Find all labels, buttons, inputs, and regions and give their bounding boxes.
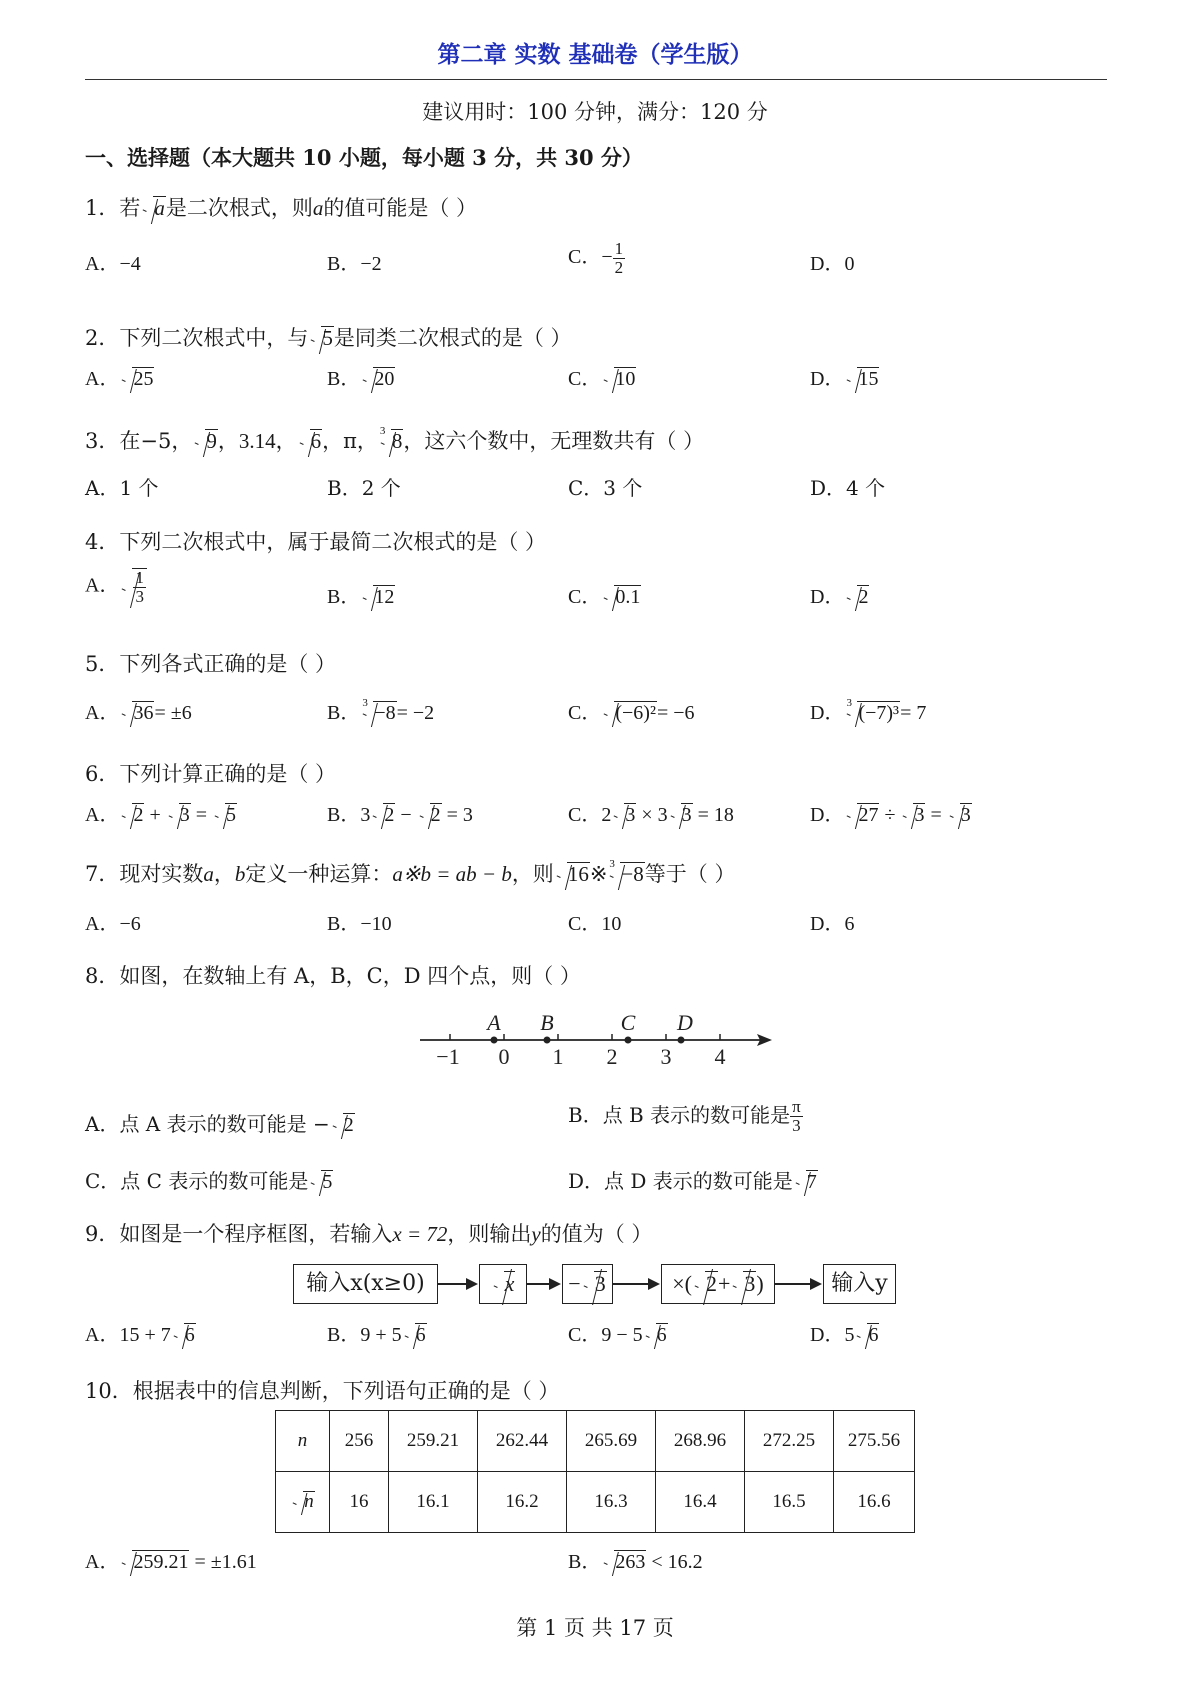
flow-arrow <box>613 1283 658 1285</box>
q5-option-c[interactable]: C． (−6)²= −6 <box>568 702 695 724</box>
q8-option-b[interactable]: B．点 B 表示的数可能是 $\frac{\pi}{3}$ <box>568 1097 801 1135</box>
table-cell: 262.44 <box>478 1411 567 1472</box>
q7-option-b[interactable]: B．−10 <box>327 913 392 935</box>
sqrt-table <box>275 1410 915 1533</box>
table-cell: 256 <box>330 1411 389 1472</box>
q5-option-b[interactable]: B． 3 −8= −2 <box>327 697 435 724</box>
table-cell: 16.3 <box>567 1472 656 1533</box>
question-10-stem: 10．根据表中的信息判断，下列语句正确的是（ ） <box>85 1379 560 1403</box>
question-1-stem: 1．若 a是二次根式，则a的值可能是（ ） <box>85 196 478 220</box>
flow-output-box: 输入y <box>823 1264 896 1304</box>
q1-option-c[interactable]: C．− $\frac{1}{2}$ <box>568 239 624 277</box>
q6-option-d[interactable]: D． 27 ÷ 3 = 3 <box>810 804 971 826</box>
page-title: 第二章 实数 基础卷（学生版） <box>437 41 753 68</box>
question-9-stem: 9．如图是一个程序框图，若输入x = 72，则输出y的值为（ ） <box>85 1222 653 1246</box>
table-cell: 272.25 <box>745 1411 834 1472</box>
question-4-stem: 4．下列二次根式中，属于最简二次根式的是（ ） <box>85 530 547 554</box>
q2-option-c[interactable]: C． 10 <box>568 368 636 390</box>
number-line-figure <box>410 1008 780 1083</box>
q1-option-b[interactable]: B．−2 <box>327 253 382 275</box>
q7-option-a[interactable]: A．−6 <box>85 913 141 935</box>
question-8-stem: 8．如图，在数轴上有 A，B，C，D 四个点，则（ ） <box>85 964 581 988</box>
q9-option-b[interactable]: B．9 + 5 6 <box>327 1324 426 1346</box>
tick-label: 1 <box>552 1044 564 1069</box>
q4-option-d[interactable]: D． 2 <box>810 586 869 608</box>
table-cell: 16.2 <box>478 1472 567 1533</box>
table-cell: 16 <box>330 1472 389 1533</box>
section-heading: 一、选择题（本大题共 10 小题，每小题 3 分，共 30 分） <box>85 145 643 170</box>
q4-option-c[interactable]: C． 0.1 <box>568 586 641 608</box>
table-cell: 16.5 <box>745 1472 834 1533</box>
table-header-cell: n <box>276 1472 330 1533</box>
flow-arrow <box>438 1283 476 1285</box>
q5-option-d[interactable]: D． 3 (−7)³= 7 <box>810 697 927 724</box>
flow-multiply-box: ×( 2+ 3) <box>661 1264 775 1304</box>
q3-option-c[interactable]: C．3 个 <box>568 476 643 500</box>
q2-option-d[interactable]: D． 15 <box>810 368 879 390</box>
table-row <box>276 1411 915 1472</box>
question-6-stem: 6．下列计算正确的是（ ） <box>85 762 337 786</box>
q6-option-c[interactable]: C．2 3 × 3 3 = 18 <box>568 804 734 826</box>
tick-label: −1 <box>436 1044 460 1069</box>
q6-option-b[interactable]: B．3 2 − 2 = 3 <box>327 804 473 826</box>
q8-option-c[interactable]: C．点 C 表示的数可能是 5 <box>85 1169 333 1193</box>
q10-option-b[interactable]: B． 263 < 16.2 <box>568 1551 703 1573</box>
tick-label: 4 <box>714 1044 726 1069</box>
flow-arrow <box>775 1283 820 1285</box>
q2-option-a[interactable]: A． 25 <box>85 368 154 390</box>
q1-option-a[interactable]: A．−4 <box>85 253 141 275</box>
q7-option-c[interactable]: C．10 <box>568 913 622 935</box>
q6-option-a[interactable]: A． 2 + 3 = 5 <box>85 804 237 826</box>
q7-option-d[interactable]: D．6 <box>810 913 855 935</box>
q8-option-a[interactable]: A．点 A 表示的数可能是 − 2 <box>85 1112 354 1136</box>
q10-option-a[interactable]: A． 259.21 = ±1.61 <box>85 1551 257 1573</box>
q3-option-d[interactable]: D．4 个 <box>810 476 886 500</box>
question-7-stem: 7．现对实数a，b定义一种运算：a※b = ab − b，则 16※ 3 −8等于（ ） <box>85 858 736 886</box>
q8-option-d[interactable]: D．点 D 表示的数可能是 7 <box>568 1169 817 1193</box>
point-label: D <box>677 1010 693 1035</box>
q9-option-c[interactable]: C．9 − 5 6 <box>568 1324 667 1346</box>
point-label: C <box>620 1010 636 1035</box>
flow-sqrt-box: x <box>479 1264 527 1304</box>
q9-option-d[interactable]: D．5 6 <box>810 1324 879 1346</box>
q4-option-b[interactable]: B． 12 <box>327 586 395 608</box>
table-cell: 16.4 <box>656 1472 745 1533</box>
exam-info: 建议用时：100 分钟，满分：120 分 <box>422 100 768 124</box>
point-label: A <box>487 1010 501 1035</box>
table-cell: 275.56 <box>834 1411 915 1472</box>
q4-option-a[interactable]: A． $\frac{1}{3}$ <box>85 568 147 606</box>
table-header-cell: n <box>276 1411 330 1472</box>
question-3-stem: 3．在−5， 9，3.14， 6，π， 3 8，这六个数中，无理数共有（ ） <box>85 425 705 453</box>
table-cell: 16.1 <box>389 1472 478 1533</box>
question-5-stem: 5．下列各式正确的是（ ） <box>85 652 337 676</box>
tick-label: 3 <box>660 1044 672 1069</box>
q3-option-b[interactable]: B．2 个 <box>327 476 401 500</box>
table-cell: 265.69 <box>567 1411 656 1472</box>
tick-label: 2 <box>606 1044 618 1069</box>
table-row <box>276 1472 915 1533</box>
table-cell: 268.96 <box>656 1411 745 1472</box>
q2-option-b[interactable]: B． 20 <box>327 368 395 390</box>
page-footer: 第 1 页 共 17 页 <box>516 1616 674 1640</box>
flow-arrow <box>527 1283 559 1285</box>
tick-label: 0 <box>498 1044 510 1069</box>
flow-subtract-box: − 3 <box>562 1264 613 1304</box>
question-2-stem: 2．下列二次根式中，与 5是同类二次根式的是（ ） <box>85 326 572 350</box>
q5-option-a[interactable]: A． 36= ±6 <box>85 702 192 724</box>
table-cell: 259.21 <box>389 1411 478 1472</box>
q1-option-d[interactable]: D．0 <box>810 253 855 275</box>
q9-option-a[interactable]: A．15 + 7 6 <box>85 1324 195 1346</box>
table-cell: 16.6 <box>834 1472 915 1533</box>
flow-input-box: 输入x(x≥0) <box>293 1264 438 1304</box>
header-divider <box>85 79 1107 80</box>
point-label: B <box>540 1010 554 1035</box>
q3-option-a[interactable]: A．1 个 <box>85 476 159 500</box>
